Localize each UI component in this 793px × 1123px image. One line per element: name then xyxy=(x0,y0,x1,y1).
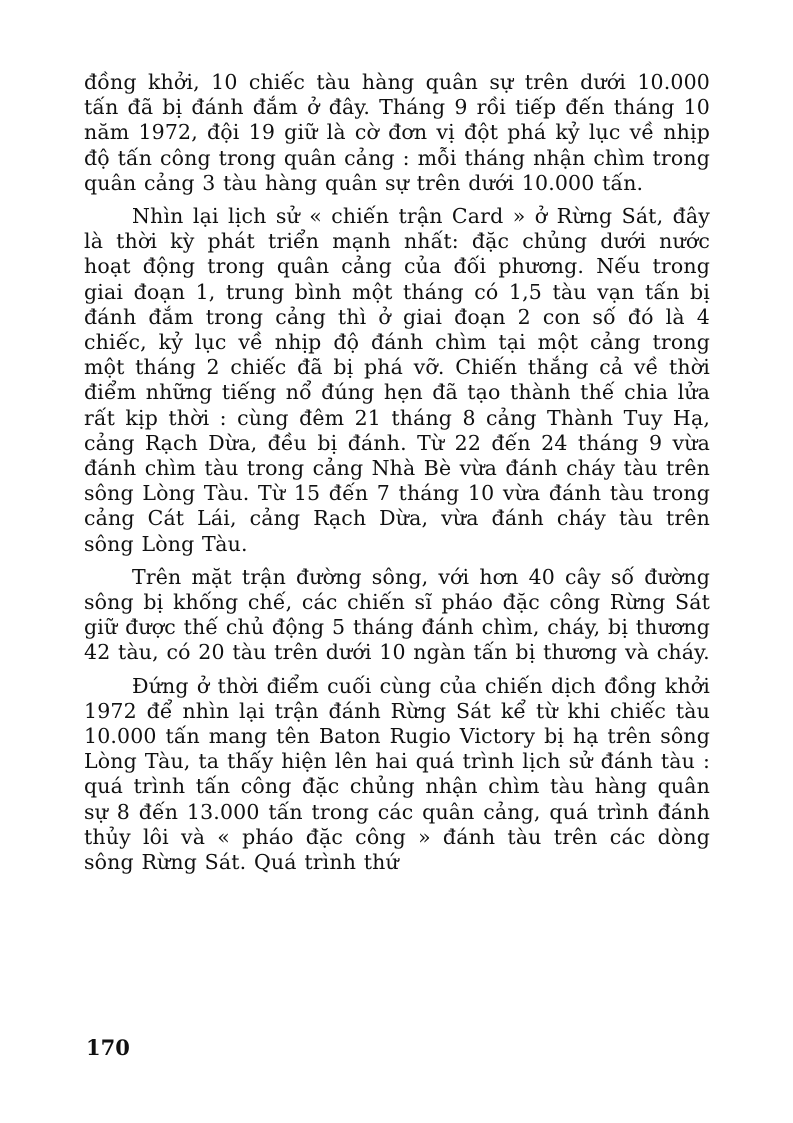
body-text xyxy=(84,70,710,875)
page-number: 170 xyxy=(86,1035,130,1060)
paragraph-1: đồng khởi, 10 chiếc tàu hàng quân sự trên dưới 10.000 tấn đã bị đánh đắm ở đây. Tháng 9 rồi tiếp đến tháng 10 năm 1972, đội 19 giữ là cờ đơn vị đột phá kỷ lục về nhịp độ tấn công trong quân cảng : mỗi tháng nhận chìm trong quân cảng 3 tàu hàng quân sự trên dưới 10.000 tấn. xyxy=(84,70,710,195)
paragraph-4: Đứng ở thời điểm cuối cùng của chiến dịch đồng khởi 1972 để nhìn lại trận đánh Rừng Sát kể từ khi chiếc tàu 10.000 tấn mang tên Baton Rugio Victory bị hạ trên sông Lòng Tàu, ta thấy hiện lên hai quá trình lịch sử đánh tàu : quá trình tấn công đặc chủng nhận chìm tàu hàng quân sự 8 đến 13.000 tấn trong các quân cảng, quá trình đánh thủy lôi và « pháo đặc công » đánh tàu trên các dòng sông Rừng Sát. Quá trình thứ xyxy=(84,673,710,875)
paragraph-3: Trên mặt trận đường sông, với hơn 40 cây số đường sông bị khống chế, các chiến sĩ pháo đặc công Rừng Sát giữ được thế chủ động 5 tháng đánh chìm, cháy, bị thương 42 tàu, có 20 tàu trên dưới 10 ngàn tấn bị thương và cháy. xyxy=(84,564,710,665)
paragraph-2: Nhìn lại lịch sử « chiến trận Card » ở Rừng Sát, đây là thời kỳ phát triển mạnh nhất: đặc chủng dưới nước hoạt động trong quân cảng của đối phương. Nếu trong giai đoạn 1, trung bình một tháng có 1,5 tàu vạn tấn bị đánh đắm trong cảng thì ở giai đoạn 2 con số đó là 4 chiếc, kỷ lục về nhịp độ đánh chìm tại một cảng trong một tháng 2 chiếc đã bị phá vỡ. Chiến thắng cả về thời điểm những tiếng nổ đúng hẹn đã tạo thành thế chia lửa rất kịp thời : cùng đêm 21 tháng 8 cảng Thành Tuy Hạ, cảng Rạch Dừa, đều bị đánh. Từ 22 đến 24 tháng 9 vừa đánh chìm tàu trong cảng Nhà Bè vừa đánh cháy tàu trên sông Lòng Tàu. Từ 15 đến 7 tháng 10 vừa đánh tàu trong cảng Cát Lái, cảng Rạch Dừa, vừa đánh cháy tàu trên sông Lòng Tàu. xyxy=(84,204,710,556)
